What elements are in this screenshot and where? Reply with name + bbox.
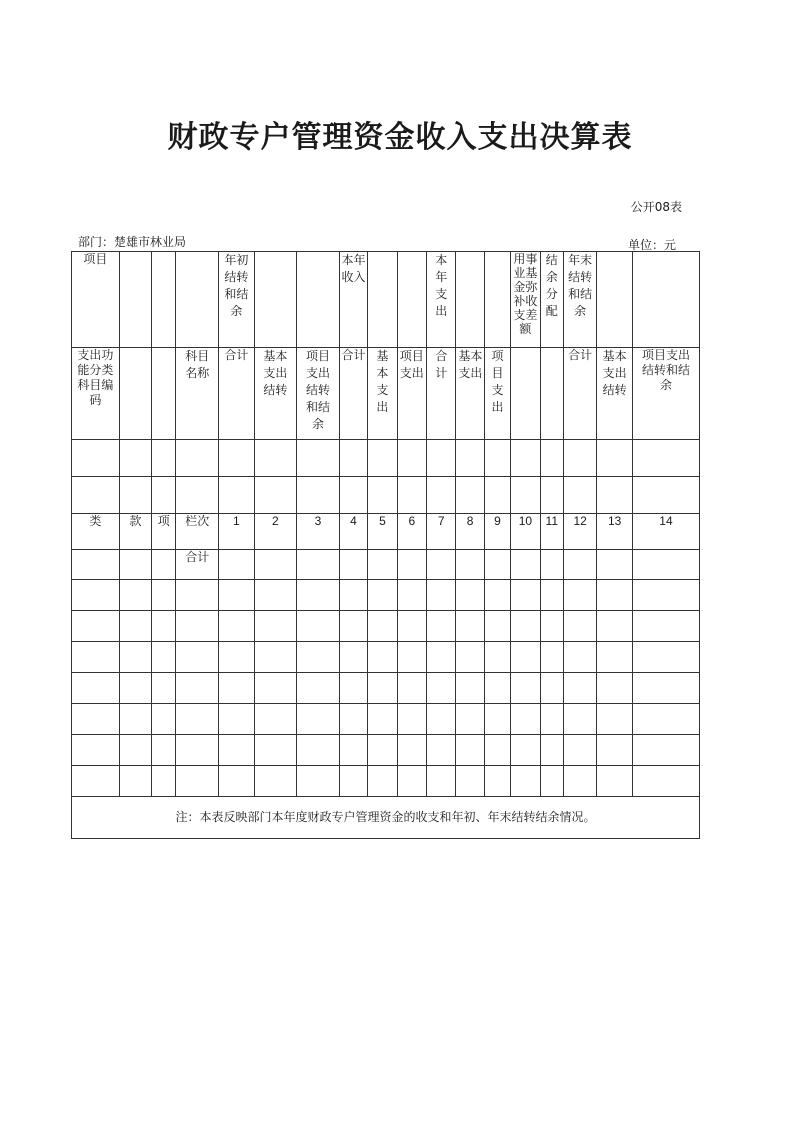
header-function-code: 支出功能分类科目编码	[72, 348, 120, 440]
total-label: 合计	[176, 550, 219, 580]
header-total-7: 合计	[427, 348, 456, 440]
column-number: 10	[511, 514, 540, 550]
header-blank	[540, 348, 563, 440]
header-project-6: 项目支出	[397, 348, 426, 440]
header-total-1: 合计	[219, 348, 255, 440]
header-project-carry-14: 项目支出结转和结余	[632, 348, 699, 440]
form-number: 公开08表	[630, 200, 682, 214]
column-number: 1	[219, 514, 255, 550]
department-label: 部门：楚雄市林业局	[78, 235, 187, 249]
header-blank	[511, 348, 540, 440]
header-row-1	[72, 252, 700, 348]
label-lei: 类	[72, 514, 120, 550]
header-blank	[456, 252, 484, 348]
header-income: 本年收入	[339, 252, 367, 348]
column-number: 9	[484, 514, 510, 550]
table-row	[72, 735, 700, 766]
header-fund-subsidy: 用事业基金弥补收支差额	[511, 252, 540, 348]
column-number: 8	[456, 514, 484, 550]
unit-label: 单位：元	[628, 238, 677, 252]
table-row	[72, 642, 700, 673]
column-number: 2	[254, 514, 297, 550]
table-row	[72, 580, 700, 611]
header-project: 项目	[72, 252, 120, 348]
table-row	[72, 440, 700, 477]
footnote-row	[72, 797, 700, 839]
header-project-9: 项目支出	[484, 348, 510, 440]
header-basic-5: 基本支出	[368, 348, 397, 440]
column-number: 4	[339, 514, 367, 550]
footnote: 注：本表反映部门本年度财政专户管理资金的收支和年初、年末结转结余情况。	[72, 797, 700, 839]
header-opening-balance: 年初结转和结余	[219, 252, 255, 348]
header-blank	[397, 252, 426, 348]
column-number: 14	[632, 514, 699, 550]
table-row	[72, 611, 700, 642]
column-number: 6	[397, 514, 426, 550]
header-project-carry-3: 项目支出结转和结余	[297, 348, 340, 440]
column-number: 12	[563, 514, 596, 550]
table-row	[72, 477, 700, 514]
header-blank	[484, 252, 510, 348]
table-row	[72, 766, 700, 797]
column-number: 13	[597, 514, 633, 550]
header-blank	[176, 252, 219, 348]
header-blank	[152, 252, 176, 348]
header-expenditure: 本年支出	[427, 252, 456, 348]
column-number-row	[72, 514, 700, 550]
label-kuan: 款	[119, 514, 151, 550]
financial-statement-table	[71, 251, 700, 839]
header-total-4: 合计	[339, 348, 367, 440]
header-subject-name: 科目名称	[176, 348, 219, 440]
column-number: 5	[368, 514, 397, 550]
column-number: 11	[540, 514, 563, 550]
header-blank	[119, 252, 151, 348]
header-blank	[119, 348, 151, 440]
table-row	[72, 673, 700, 704]
header-total-12: 合计	[563, 348, 596, 440]
column-number: 7	[427, 514, 456, 550]
header-blank	[597, 252, 633, 348]
total-row	[72, 550, 700, 580]
header-blank	[152, 348, 176, 440]
header-surplus-distribution: 结余分配	[540, 252, 563, 348]
header-blank	[368, 252, 397, 348]
document-title: 财政专户管理资金收入支出决算表	[167, 120, 633, 155]
header-closing-balance: 年末结转和结余	[563, 252, 596, 348]
label-xiang: 项	[152, 514, 176, 550]
header-basic-carry-13: 基本支出结转	[597, 348, 633, 440]
table-row	[72, 704, 700, 735]
header-row-2	[72, 348, 700, 440]
header-basic-8: 基本支出	[456, 348, 484, 440]
header-blank	[297, 252, 340, 348]
label-lanci: 栏次	[176, 514, 219, 550]
header-blank	[254, 252, 297, 348]
column-number: 3	[297, 514, 340, 550]
header-blank	[632, 252, 699, 348]
header-basic-carry-2: 基本支出结转	[254, 348, 297, 440]
